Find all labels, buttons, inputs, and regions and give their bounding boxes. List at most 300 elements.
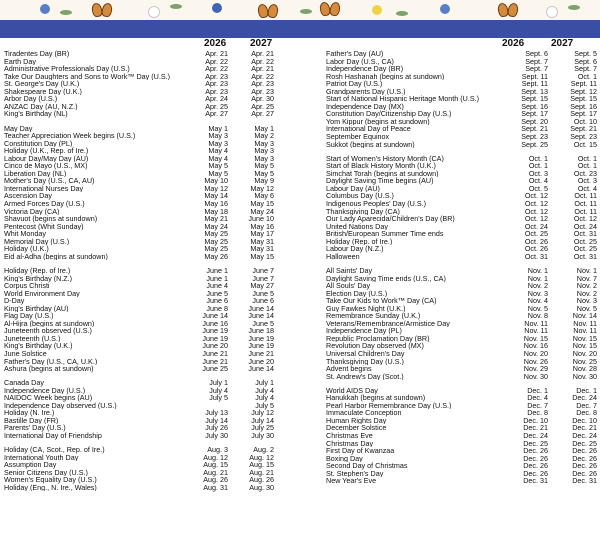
holiday-row <box>326 230 598 238</box>
holiday-row <box>4 267 277 275</box>
date-2026: May 1 <box>208 123 228 133</box>
date-2026: Dec. 8 <box>527 408 548 418</box>
date-2026: Apr. 21 <box>205 49 228 58</box>
holiday-row <box>326 200 598 208</box>
holiday-name: Assumption Day <box>4 461 57 469</box>
date-2026: May 26 <box>204 251 228 261</box>
holiday-row <box>326 80 598 88</box>
date-2026: June 25 <box>202 364 228 374</box>
group-spacer <box>326 260 598 267</box>
date-2026: May 4 <box>208 146 228 156</box>
holiday-name: Second Day of Christmas <box>326 462 408 470</box>
holiday-name: Whit Monday <box>4 230 46 238</box>
holiday-column-left <box>4 38 277 491</box>
holiday-name: Thanksgiving Day (CA) <box>326 207 400 216</box>
holiday-row <box>326 462 598 470</box>
holiday-row <box>4 454 277 462</box>
date-2026: May 3 <box>208 131 228 141</box>
date-2027: Dec. 7 <box>576 400 597 410</box>
date-2027: June 5 <box>252 288 274 298</box>
year-label: 2026 <box>204 38 227 49</box>
date-2026: Oct. 1 <box>528 161 548 171</box>
date-2027: Aug. 2 <box>253 445 274 455</box>
date-2026: July 14 <box>205 415 228 425</box>
date-2027: May 6 <box>254 191 274 201</box>
date-2027: May 5 <box>254 168 274 178</box>
date-2026: July 13 <box>205 408 228 418</box>
holiday-name: Our Lady Aparecida/Children's Day (BR) <box>326 215 455 223</box>
holiday-name: Yom Kippur (begins at sundown) <box>326 117 430 126</box>
year-label: 2026 <box>502 38 525 49</box>
group-spacer <box>4 440 277 447</box>
holiday-name: Universal Children's Day <box>326 349 405 358</box>
date-2027: Nov. 7 <box>576 273 597 283</box>
date-2027: Oct. 11 <box>574 206 597 216</box>
holiday-row <box>4 200 277 208</box>
holiday-row <box>326 192 598 200</box>
holiday-name: Father's Day (U.S., CA, U.K.) <box>4 357 98 366</box>
holiday-row <box>326 88 598 96</box>
date-2026: Sept. 6 <box>525 49 548 58</box>
date-2027: Nov. 2 <box>576 281 597 291</box>
holiday-row <box>4 162 277 170</box>
holiday-row <box>326 103 598 111</box>
date-2026: Aug. 15 <box>203 460 228 470</box>
date-2027: Dec. 8 <box>576 408 597 418</box>
group-spacer <box>4 373 277 380</box>
holiday-row <box>4 73 277 81</box>
date-2026: Apr. 23 <box>205 79 228 89</box>
holiday-name: Election Day (U.S.) <box>326 289 388 298</box>
date-2027: Dec. 26 <box>572 468 597 478</box>
date-2026: Apr. 22 <box>205 64 228 74</box>
date-2027: Nov. 15 <box>572 341 597 351</box>
holiday-row <box>4 305 277 313</box>
holiday-row <box>326 141 598 149</box>
flower-icon <box>148 6 160 18</box>
date-2026: Aug. 31 <box>203 482 228 492</box>
holiday-row <box>326 125 598 133</box>
holiday-row <box>4 469 277 477</box>
holiday-row <box>326 118 598 126</box>
date-2026: Oct. 24 <box>524 221 548 231</box>
date-2027: May 27 <box>250 281 274 291</box>
date-2026: Nov. 15 <box>523 333 548 343</box>
holiday-row <box>326 208 598 216</box>
holiday-name: Grandparents Day (U.S.) <box>326 87 406 96</box>
date-2027: Oct. 25 <box>573 244 597 254</box>
holiday-name: Father's Day (AU) <box>326 50 384 58</box>
date-2027: May 31 <box>250 244 274 254</box>
date-2027: Nov. 28 <box>572 364 597 374</box>
date-2027: Oct. 12 <box>573 214 597 224</box>
date-2026: Nov. 26 <box>523 356 548 366</box>
flower-icon <box>546 6 558 18</box>
holiday-name: Eid al-Adha (begins at sundown) <box>4 252 108 261</box>
date-2027: July 1 <box>255 378 274 388</box>
date-2027: June 7 <box>252 273 274 283</box>
leaf-icon <box>568 5 580 10</box>
holiday-row <box>326 95 598 103</box>
holiday-row <box>4 424 277 432</box>
date-2027: Aug. 15 <box>249 460 274 470</box>
date-2027: Apr. 22 <box>251 71 274 81</box>
holiday-name: All Saints' Day <box>326 266 373 275</box>
holiday-name: Tiradentes Day (BR) <box>4 50 70 58</box>
date-2026: Oct. 5 <box>528 183 548 193</box>
year-label: 2027 <box>250 38 273 49</box>
date-2027: July 25 <box>251 423 274 433</box>
holiday-row <box>326 73 598 81</box>
holiday-name: June Solstice <box>4 349 47 358</box>
holiday-row <box>4 365 277 373</box>
holiday-row <box>326 477 598 485</box>
date-2027: Dec. 24 <box>572 431 597 441</box>
holiday-name: St. George's Day (U.K.) <box>4 80 80 88</box>
date-2026: Oct. 25 <box>524 229 548 239</box>
holiday-row <box>326 409 598 417</box>
date-2026: May 16 <box>204 198 228 208</box>
holiday-name: First Day of Kwanzaa <box>326 447 395 455</box>
holiday-row <box>4 297 277 305</box>
date-2026: Dec. 7 <box>527 400 548 410</box>
date-2027: Nov. 25 <box>572 356 597 366</box>
date-2027: June 19 <box>248 333 274 343</box>
date-2027: July 4 <box>255 393 274 403</box>
holiday-name: King's Birthday (AU) <box>4 304 69 313</box>
holiday-row <box>4 320 277 328</box>
holiday-name: Memorial Day (U.S.) <box>4 237 70 246</box>
holiday-name: King's Birthday (U.K.) <box>4 342 73 350</box>
holiday-row <box>4 132 277 140</box>
date-2026: July 1 <box>209 378 228 388</box>
holiday-name: Constitution Day/Citizenship Day (U.S.) <box>326 110 452 118</box>
holiday-name: May Day <box>4 124 33 133</box>
flower-icon <box>372 5 382 15</box>
date-2026: May 14 <box>204 191 228 201</box>
year-header <box>4 38 277 50</box>
holiday-name: Independence Day (MX) <box>326 102 404 111</box>
date-2027: Oct. 1 <box>577 71 597 81</box>
date-2026: Sept. 13 <box>521 86 548 96</box>
date-2026: Oct. 4 <box>528 176 548 186</box>
holiday-row <box>326 297 598 305</box>
holiday-name: Constitution Day (PL) <box>4 139 73 148</box>
holiday-row <box>326 170 598 178</box>
holiday-row <box>4 185 277 193</box>
date-2027: Apr. 27 <box>251 109 274 119</box>
holiday-name: Labor Day (U.S., CA) <box>326 57 394 66</box>
holiday-name: Halloween <box>326 252 360 261</box>
date-2026: May 5 <box>208 168 228 178</box>
date-2027: Oct. 11 <box>574 198 597 208</box>
date-2026: Nov. 1 <box>527 273 548 283</box>
date-2027: Dec. 1 <box>576 385 597 395</box>
date-2026: June 5 <box>206 288 228 298</box>
holiday-name: Human Rights Day <box>326 416 387 425</box>
holiday-column-right <box>326 38 598 485</box>
date-2026: Nov. 11 <box>524 326 548 336</box>
date-2026: Oct. 26 <box>524 236 548 246</box>
date-2026: July 4 <box>209 385 228 395</box>
date-2026: May 4 <box>208 153 228 163</box>
holiday-name: United Nations Day <box>326 222 388 231</box>
holiday-name: Canada Day <box>4 379 44 387</box>
holiday-row <box>4 379 277 387</box>
holiday-row <box>326 282 598 290</box>
date-2027: Dec. 26 <box>572 461 597 471</box>
holiday-row <box>4 358 277 366</box>
date-2026: June 19 <box>202 326 228 336</box>
date-2027: Oct. 11 <box>574 191 597 201</box>
holiday-name: Christmas Eve <box>326 432 373 440</box>
date-2026: Nov. 4 <box>527 296 548 306</box>
date-2026: June 19 <box>202 333 228 343</box>
holiday-name: ANZAC Day (AU, N.Z.) <box>4 102 78 111</box>
holiday-row <box>4 88 277 96</box>
holiday-row <box>4 80 277 88</box>
date-2026: May 5 <box>208 161 228 171</box>
holiday-name: Ascension Day <box>4 192 52 200</box>
date-2026: Dec. 24 <box>523 431 548 441</box>
date-2027: Nov. 1 <box>576 265 597 275</box>
holiday-name: British/European Summer Time ends <box>326 230 444 238</box>
date-2027: Apr. 22 <box>251 56 274 66</box>
date-2026: Sept. 23 <box>521 132 548 142</box>
date-2027: June 6 <box>252 296 274 306</box>
date-2026: May 25 <box>204 236 228 246</box>
holiday-name: King's Birthday (NL) <box>4 110 68 118</box>
group-spacer <box>326 380 598 387</box>
holiday-row <box>4 282 277 290</box>
date-2027: Sept. 21 <box>570 124 597 134</box>
date-2027: July 4 <box>255 385 274 395</box>
holiday-name: Labour Day (N.Z.) <box>326 245 384 253</box>
date-2026: May 25 <box>204 244 228 254</box>
holiday-name: Guy Fawkes Night (U.K.) <box>326 304 406 313</box>
holiday-row <box>326 185 598 193</box>
date-2026: June 14 <box>202 311 228 321</box>
holiday-row <box>326 133 598 141</box>
date-2027: Oct. 31 <box>573 251 597 261</box>
date-2027: Aug. 21 <box>249 467 274 477</box>
holiday-name: Teacher Appreciation Week begins (U.S.) <box>4 132 136 140</box>
holiday-name: Al-Hijra (begins at sundown) <box>4 319 95 328</box>
date-2027: Sept. 12 <box>570 86 597 96</box>
holiday-name: Advent begins <box>326 365 372 373</box>
holiday-row <box>326 394 598 402</box>
holiday-row <box>326 358 598 366</box>
header-band <box>0 20 600 38</box>
date-2026: Dec. 4 <box>527 393 548 403</box>
holiday-name: Senior Citizens Day (U.S.) <box>4 468 88 477</box>
holiday-name: Administrative Professionals Day (U.S.) <box>4 65 130 73</box>
holiday-name: Revolution Day observed (MX) <box>326 342 424 350</box>
holiday-row <box>4 223 277 231</box>
date-2026: Sept. 17 <box>521 109 548 119</box>
holiday-row <box>4 432 277 440</box>
holiday-name: Hanukkah (begins at sundown) <box>326 394 426 402</box>
date-2026: Oct. 1 <box>528 153 548 163</box>
leaf-icon <box>300 9 312 14</box>
holiday-row <box>4 446 277 454</box>
holiday-row <box>4 103 277 111</box>
date-2026: Aug. 3 <box>207 445 228 455</box>
date-2026: Dec. 26 <box>523 446 548 456</box>
group-spacer <box>4 118 277 125</box>
date-2027: Oct. 4 <box>577 183 597 193</box>
date-2027: Dec. 31 <box>572 476 597 486</box>
holiday-name: Bastille Day (FR) <box>4 416 59 425</box>
date-2027: Sept. 15 <box>570 94 597 104</box>
holiday-name: Take Our Daughters and Sons to Work™ Day (U.S.) <box>4 72 171 81</box>
date-2027: Oct. 23 <box>573 168 597 178</box>
holiday-row <box>326 342 598 350</box>
holiday-name: Daylight Saving Time ends (U.S., CA) <box>326 274 446 283</box>
holiday-name: September Equinox <box>326 133 390 141</box>
holiday-name: New Year's Eve <box>326 477 377 485</box>
holiday-name: Mother's Day (U.S., CA, AU) <box>4 177 95 185</box>
year-header <box>326 38 598 50</box>
holiday-name: Simchat Torah (begins at sundown) <box>326 169 439 178</box>
holiday-name: Holiday (N. Ire.) <box>4 409 55 417</box>
holiday-row <box>4 215 277 223</box>
holiday-name: Corpus Christi <box>4 282 50 290</box>
holiday-row <box>326 223 598 231</box>
holiday-name: Start of National Hispanic Heritage Month (U.S.) <box>326 95 479 103</box>
date-2026: Dec. 10 <box>523 415 548 425</box>
date-2026: Dec. 31 <box>523 476 548 486</box>
holiday-row <box>326 320 598 328</box>
holiday-name: Victoria Day (CA) <box>4 207 60 216</box>
holiday-row <box>4 170 277 178</box>
date-2026: June 8 <box>206 303 228 313</box>
holiday-row <box>4 417 277 425</box>
holiday-name: D-Day <box>4 297 25 305</box>
date-2027: Nov. 11 <box>573 326 597 336</box>
date-2027: July 12 <box>251 408 274 418</box>
date-2026: Nov. 11 <box>524 318 548 328</box>
holiday-name: Sukkot (begins at sundown) <box>326 140 415 149</box>
holiday-name: Flag Day (U.S.) <box>4 312 54 320</box>
date-2026: Nov. 5 <box>527 303 548 313</box>
holiday-row <box>4 253 277 261</box>
date-2026: May 3 <box>208 138 228 148</box>
holiday-row <box>4 155 277 163</box>
holiday-name: Parents' Day (U.S.) <box>4 424 66 433</box>
date-2026: May 10 <box>204 176 228 186</box>
date-2026: Oct. 12 <box>524 206 548 216</box>
holiday-row <box>326 365 598 373</box>
holiday-row <box>326 275 598 283</box>
date-2027: Sept. 17 <box>570 109 597 119</box>
holiday-name: Ashura (begins at sundown) <box>4 365 94 373</box>
holiday-row <box>4 335 277 343</box>
date-2027: June 14 <box>248 311 274 321</box>
date-2027: May 5 <box>254 161 274 171</box>
date-2026: Nov. 8 <box>527 311 548 321</box>
date-2026: Nov. 2 <box>527 281 548 291</box>
date-2027: June 21 <box>248 348 274 358</box>
date-2026: Apr. 22 <box>205 56 228 66</box>
holiday-name: Labour Day/May Day (AU) <box>4 154 89 163</box>
date-2027: Oct. 25 <box>573 236 597 246</box>
holiday-row <box>326 432 598 440</box>
date-2027: Oct. 31 <box>573 229 597 239</box>
floral-banner <box>0 0 600 20</box>
date-2026: Apr. 23 <box>205 86 228 96</box>
holiday-row <box>326 253 598 261</box>
date-2027: May 31 <box>250 236 274 246</box>
holiday-name: St. Andrew's Day (Scot.) <box>326 372 404 381</box>
date-2026: Sept. 7 <box>525 56 548 66</box>
date-2026: June 21 <box>202 348 228 358</box>
date-2026: May 25 <box>204 229 228 239</box>
holiday-row <box>4 275 277 283</box>
date-2027: May 24 <box>250 206 274 216</box>
date-2026: Dec. 1 <box>527 385 548 395</box>
holiday-row <box>326 440 598 448</box>
group-spacer <box>326 148 598 155</box>
date-2027: Apr. 25 <box>251 101 274 111</box>
date-2027: Apr. 23 <box>251 79 274 89</box>
date-2026: Aug. 21 <box>203 467 228 477</box>
date-2027: May 3 <box>254 138 274 148</box>
date-2027: Nov. 11 <box>573 318 597 328</box>
date-2026: May 24 <box>204 221 228 231</box>
holiday-name: Juneteenth observed (U.S.) <box>4 327 92 335</box>
date-2026: Sept. 15 <box>521 94 548 104</box>
holiday-row <box>4 65 277 73</box>
holiday-row <box>4 476 277 484</box>
holiday-row <box>4 238 277 246</box>
holiday-row <box>326 447 598 455</box>
holiday-row <box>326 162 598 170</box>
date-2027: Sept. 5 <box>574 49 597 58</box>
leaf-icon <box>170 4 182 9</box>
holiday-row <box>326 215 598 223</box>
date-2026: Oct. 3 <box>528 168 548 178</box>
holiday-name: Remembrance Sunday (U.K.) <box>326 312 421 320</box>
holiday-row <box>326 327 598 335</box>
holiday-name: International Day of Friendship <box>4 432 102 440</box>
holiday-name: Shakespeare Day (U.K.) <box>4 87 82 96</box>
date-2027: July 5 <box>255 400 274 410</box>
holiday-row <box>326 245 598 253</box>
holiday-row <box>4 177 277 185</box>
date-2026: Sept. 11 <box>521 71 548 81</box>
date-2027: May 15 <box>250 251 274 261</box>
date-2026: Sept. 21 <box>521 124 548 134</box>
butterfly-icon <box>258 4 278 18</box>
holiday-name: Earth Day <box>4 57 36 66</box>
date-2027: Dec. 26 <box>572 453 597 463</box>
date-2027: Oct. 3 <box>577 176 597 186</box>
holiday-row <box>326 402 598 410</box>
date-2027: May 12 <box>250 183 274 193</box>
date-2027: Oct. 1 <box>577 153 597 163</box>
date-2027: Aug. 12 <box>249 452 274 462</box>
holiday-row <box>4 402 277 410</box>
date-2026: Nov. 20 <box>523 348 548 358</box>
date-2027: Oct. 15 <box>573 139 597 149</box>
date-2027: June 14 <box>248 303 274 313</box>
date-2026: June 1 <box>206 273 228 283</box>
holiday-name: Women's Equality Day (U.S.) <box>4 476 97 484</box>
date-2027: Nov. 15 <box>572 333 597 343</box>
holiday-name: Patriot Day (U.S.) <box>326 80 383 88</box>
holiday-name: Holiday (CA, Scot., Rep. of Ire.) <box>4 446 105 454</box>
